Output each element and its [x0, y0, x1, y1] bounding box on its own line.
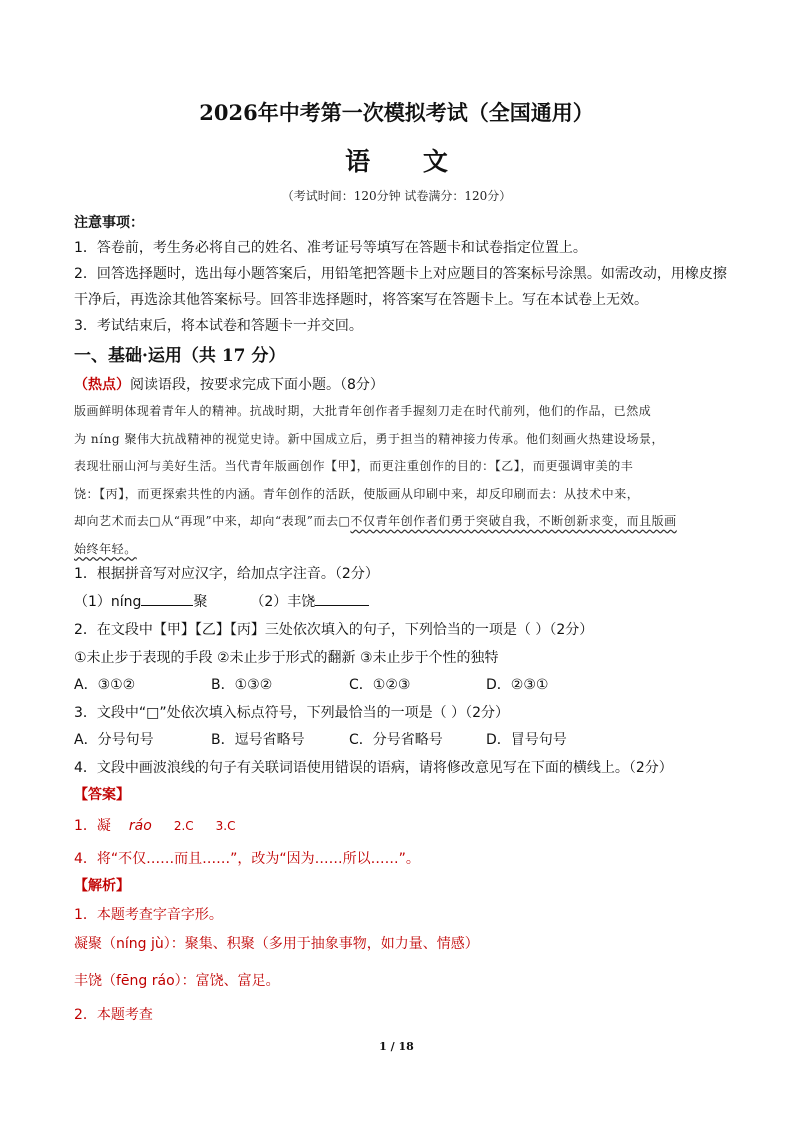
exam-info: （考试时间：120分钟 试卷满分：120分）: [281, 189, 512, 203]
answer-label: 【答案】: [74, 787, 130, 803]
q2-option-c[interactable]: C．①②③: [349, 677, 411, 693]
passage-line: 为 níng 聚伟大抗战精神的视觉史诗。新中国成立后，勇于担当的精神接力传承。他们刻画火热建设场景，: [74, 431, 665, 446]
analysis-line: 1．本题考查字音字形。: [74, 907, 223, 923]
question-4: 4．文段中画波浪线的句子有关联词语使用错误的语病，请将修改意见写在下面的横线上。（2分）: [74, 760, 673, 776]
passage-line: 饶：【丙】，而更探索共性的内涵。青年创作的活跃，使版画从印刷中来，却反印刷而去：从技术中来，: [74, 486, 640, 501]
passage-line: [74, 508, 724, 536]
instruction-text: 阅读语段，按要求完成下面小题。（8分）: [130, 377, 384, 393]
reading-instruction: [74, 374, 384, 394]
note-item: 2．回答选择题时，选出每小题答案后，用铅笔把答题卡上对应题目的答案标号涂黑。如需改动，用橡皮擦: [74, 266, 727, 282]
answer-2: 2.C: [173, 819, 194, 833]
answer-1: 1．凝: [74, 818, 111, 834]
analysis-line: 丰饶（fēng ráo）：富饶、富足。: [74, 973, 280, 989]
answer-1-pinyin: ráo: [128, 818, 152, 834]
hot-tag: （热点）: [74, 377, 130, 393]
passage-line: [74, 536, 724, 564]
q1-blank-b[interactable]: [315, 591, 369, 606]
note-item: 3．考试结束后，将本试卷和答题卡一并交回。: [74, 318, 363, 334]
question-2-options: [74, 674, 724, 694]
wavy-sentence-end: 始终年轻。: [74, 541, 137, 556]
question-2: 2．在文段中【甲】【乙】【丙】三处依次填入的句子，下列恰当的一项是（ ）（2分）: [74, 622, 594, 638]
q2-option-a[interactable]: A．③①②: [74, 677, 136, 693]
subject-title: 语 文: [345, 147, 470, 176]
q1-part-a-suffix: 聚: [193, 594, 208, 610]
q2-option-d[interactable]: D．②③①: [486, 677, 549, 693]
exam-title: 2026年中考第一次模拟考试（全国通用）: [199, 100, 594, 125]
q3-option-d[interactable]: D．冒号句号: [486, 732, 567, 748]
answer-line-1: [74, 815, 235, 835]
note-item: 1．答卷前，考生务必将自己的姓名、准考证号等填写在答题卡和试卷指定位置上。: [74, 240, 587, 256]
section-heading: 一、基础·运用（共 17 分）: [74, 346, 286, 366]
passage-line: 版画鲜明体现着青年人的精神。抗战时期，大批青年创作者手握刻刀走在时代前列，他们的作品，已然成: [74, 404, 652, 418]
analysis-line: 2．本题考查: [74, 1007, 153, 1023]
q3-option-b[interactable]: B．逗号省略号: [211, 732, 305, 748]
note-item: 干净后，再选涂其他答案标号。回答非选择题时，将答案写在答题卡上。写在本试卷上无效。: [74, 292, 648, 308]
analysis-label: 【解析】: [74, 878, 130, 894]
page-number: 1 / 18: [379, 1040, 414, 1053]
wavy-sentence: 不仅青年创作者们勇于突破自我，不断创新求变，而且版画: [350, 514, 677, 528]
answer-3: 3.C: [215, 819, 236, 833]
answer-line-2: 4．将“不仅……而且……”，改为“因为……所以……”。: [74, 851, 420, 867]
q1-part-a-prefix: （1）níng: [74, 594, 142, 610]
passage-line: 表现壮丽山河与美好生活。当代青年版画创作【甲】，而更注重创作的目的：【乙】，而更强调审美的丰: [74, 459, 634, 473]
notes-heading: 注意事项：: [74, 215, 144, 231]
question-1-blanks: [74, 591, 369, 611]
question-1: 1．根据拼音写对应汉字，给加点字注音。（2分）: [74, 566, 379, 582]
question-2-items: ①未止步于表现的手段 ②未止步于形式的翻新 ③未止步于个性的独特: [74, 650, 499, 666]
question-3-options: [74, 729, 724, 749]
q2-option-b[interactable]: B．①③②: [211, 677, 273, 693]
reading-passage: [74, 398, 724, 563]
q3-option-c[interactable]: C．分号省略号: [349, 732, 443, 748]
passage-line-text: 却向艺术而去□从“再现”中来，却向“表现”而去□: [74, 514, 351, 528]
q1-part-b-prefix: （2）丰饶: [250, 594, 316, 610]
analysis-line: 凝聚（níng jù）：聚集、积聚（多用于抽象事物，如力量、情感）: [74, 936, 479, 952]
q1-blank-a[interactable]: [141, 591, 193, 606]
question-3: 3．文段中“□”处依次填入标点符号，下列最恰当的一项是（ ）（2分）: [74, 705, 509, 721]
q3-option-a[interactable]: A．分号句号: [74, 732, 154, 748]
